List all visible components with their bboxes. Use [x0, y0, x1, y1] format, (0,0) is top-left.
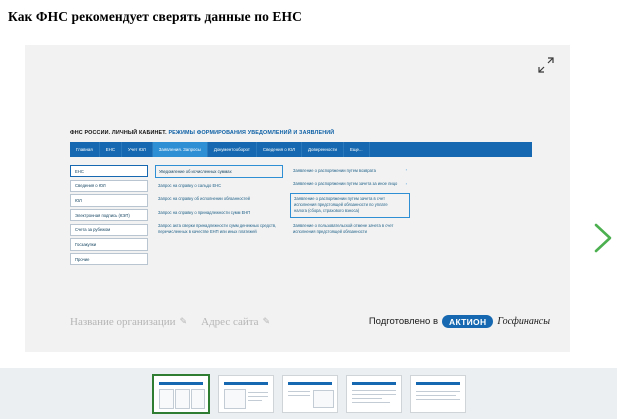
middle-menu [155, 165, 283, 268]
nav-item-dokumentooborot[interactable]: Документооборот [208, 142, 257, 157]
thumb-line [352, 402, 390, 403]
nav-item-eshche[interactable]: Еще... [344, 142, 370, 157]
left-menu-item-ul[interactable]: ЮЛ [70, 194, 148, 206]
nav-item-ens[interactable]: ЕНС [100, 142, 122, 157]
footer-placeholders [70, 316, 270, 328]
thumb-line [288, 391, 310, 392]
right-menu-label-otmena-zacheta: Заявление о пользовательской отмене зачета в счет исполнения предстоящей обязанности [293, 223, 394, 235]
page-title: Как ФНС рекомендует сверять данные по ЕНС [8, 9, 302, 24]
thumb-line [352, 398, 382, 399]
thumbnail-slide-4[interactable] [346, 375, 402, 413]
middle-menu-item-spravka-ispolnenie[interactable]: Запрос на справку об исполнении обязанностей [158, 196, 250, 202]
right-menu-item-vozvrat[interactable] [290, 165, 410, 176]
left-menu-item-kep[interactable]: Электронная подпись (КЭП) [70, 209, 148, 221]
gosfinansy-label: Госфинансы [497, 316, 550, 327]
slide-content [70, 130, 532, 290]
nav-item-glavnaya[interactable]: Главная [70, 142, 100, 157]
left-menu-item-ens[interactable]: ЕНС [70, 165, 148, 177]
right-menu [290, 165, 410, 268]
thumb-block [224, 389, 246, 409]
navbar-spacer [370, 142, 532, 157]
slide-header-blue: РЕЖИМЫ ФОРМИРОВАНИЯ УВЕДОМЛЕНИЙ И ЗАЯВЛЕНИЙ [168, 130, 335, 136]
thumb-line [416, 391, 460, 392]
thumb-line [352, 394, 396, 395]
aktion-logo: АКТИОН [442, 315, 493, 328]
next-slide-arrow[interactable] [589, 221, 615, 255]
thumbnail-slide-3[interactable] [282, 375, 338, 413]
thumbnail-slide-2[interactable] [218, 375, 274, 413]
nav-item-svedeniya-o-ul[interactable]: Сведения о ЮЛ [257, 142, 302, 157]
thumb-bar [352, 382, 396, 385]
thumbnail-slide-5[interactable] [410, 375, 466, 413]
thumb-block [159, 389, 174, 409]
thumb-bar [416, 382, 460, 385]
slide-header-black: ФНС РОССИИ. ЛИЧНЫЙ КАБИНЕТ. [70, 130, 167, 136]
right-menu-label-zachet-predstoyashchaya: Заявление о распоряжении путем зачета в счет исполнения предстоящей обязанности по уплате налога (сбора, страхового взноса) [294, 196, 388, 214]
thumb-line [248, 396, 268, 397]
left-menu-item-goszakupki[interactable]: Госзакупки [70, 238, 148, 250]
slide-columns [70, 165, 532, 268]
right-menu-label-zachet-inoe-litso: Заявление о распоряжении путем зачета за иное лицо [293, 181, 398, 187]
left-menu-item-prochie[interactable]: Прочие [70, 253, 148, 265]
right-menu-item-zachet-predstoyashchaya[interactable] [290, 193, 410, 218]
site-address-text: Адрес сайта [201, 315, 259, 328]
left-menu-item-scheta-za-rubezhom[interactable]: Счета за рубежом [70, 224, 148, 236]
middle-menu-item-spravka-prinadlezhnost[interactable]: Запрос на справку о принадлежности сумм ЕНП [158, 209, 251, 215]
right-menu-item-zachet-inoe-litso[interactable] [290, 179, 410, 190]
thumb-block [313, 390, 334, 408]
thumb-line [288, 395, 310, 396]
right-menu-label-vozvrat: Заявление о распоряжении путем возврата [293, 167, 376, 173]
middle-menu-item-akt-sverki[interactable]: Запрос акта сверки принадлежности сумм денежных средств, перечисленных в качестве ЕНП или иных платежей [158, 223, 277, 235]
fullscreen-expand-icon[interactable] [536, 55, 556, 75]
nav-item-doverennosti[interactable]: Доверенности [302, 142, 344, 157]
org-name-text: Название организации [70, 315, 176, 328]
org-name-placeholder[interactable] [70, 316, 187, 328]
pencil-edit-icon[interactable]: ✎ [179, 316, 188, 326]
prepared-by [369, 315, 550, 328]
middle-menu-item-uvedomlenie[interactable]: Уведомление об исчисленных суммах [155, 165, 283, 178]
chevron-right-icon: › [405, 181, 407, 187]
right-menu-item-otmena-zacheta[interactable] [290, 221, 410, 238]
slide-viewer [0, 35, 617, 355]
pencil-edit-icon[interactable]: ✎ [262, 316, 271, 326]
thumbnail-strip [0, 368, 617, 419]
thumb-block [175, 389, 190, 409]
site-address-placeholder[interactable] [201, 316, 270, 328]
slide-footer [70, 315, 550, 328]
nav-item-zayavleniya-zaprosy[interactable]: Заявления. Запросы [153, 142, 208, 157]
left-menu [70, 165, 148, 268]
prepared-by-label: Подготовлено в [368, 316, 439, 327]
thumb-bar [288, 382, 332, 385]
thumb-line [416, 395, 456, 396]
middle-menu-item-spravka-saldo[interactable]: Запрос на справку о сальдо ЕНС [158, 182, 222, 188]
nav-item-uchet-ul[interactable]: Учет ЮЛ [122, 142, 153, 157]
thumb-bar [159, 382, 203, 385]
thumbnail-slide-1[interactable] [152, 374, 210, 414]
chevron-right-icon: › [405, 167, 407, 173]
thumb-line [352, 390, 396, 391]
left-menu-item-svedeniya-o-ul[interactable]: Сведения о ЮЛ [70, 180, 148, 192]
thumb-block [191, 389, 205, 409]
thumb-line [416, 399, 460, 400]
slide-canvas [25, 45, 570, 352]
thumb-line [248, 392, 268, 393]
thumb-bar [224, 382, 268, 385]
portal-navbar [70, 142, 532, 157]
thumb-line [248, 400, 262, 401]
slide-header [70, 130, 532, 136]
